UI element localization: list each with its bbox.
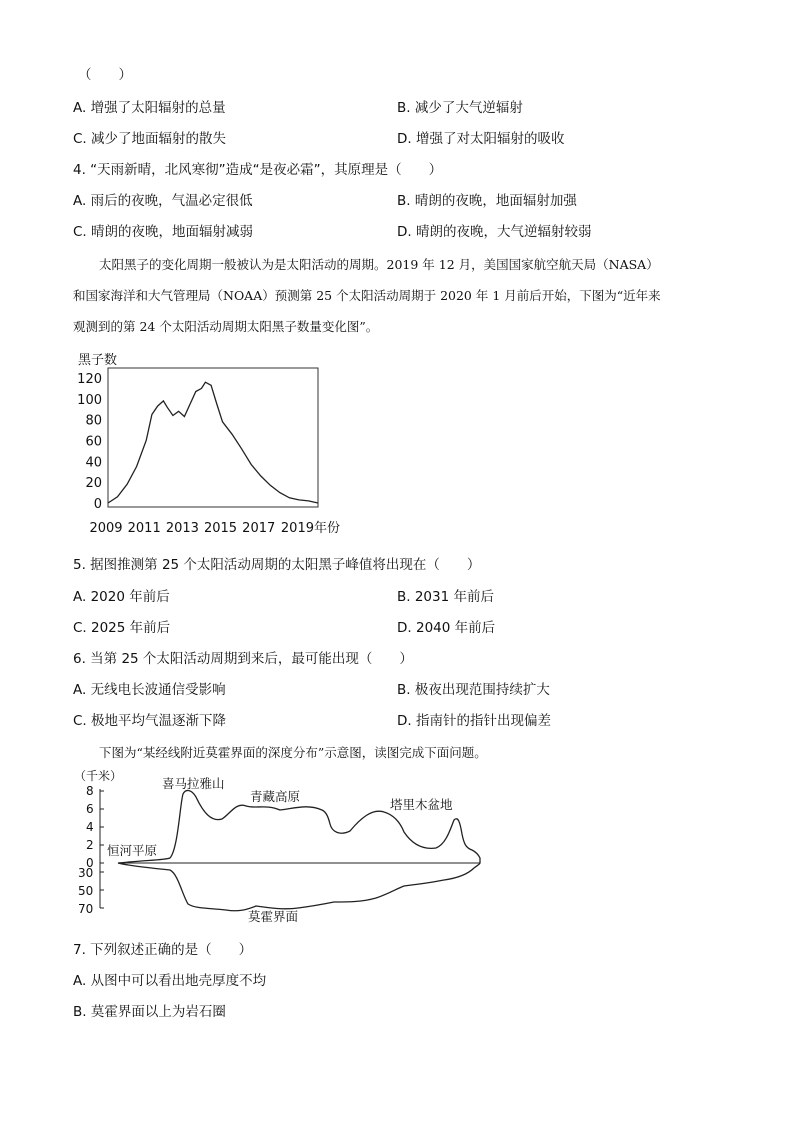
x-tick-label: 2017: [242, 521, 276, 536]
q4-option-c: C. 晴朗的夜晚，地面辐射减弱: [73, 224, 254, 240]
label-moho: 莫霍界面: [248, 909, 299, 924]
q5-option-c: C. 2025 年前后: [73, 620, 171, 636]
x-tick-label: 2011: [127, 521, 161, 536]
q6-option-a: A. 无线电长波通信受影响: [73, 682, 226, 698]
y-tick-label: 80: [85, 413, 102, 429]
diagram-up-ticks: [86, 784, 104, 870]
chart-y-ticks: [77, 372, 102, 512]
q4-option-b: B. 晴朗的夜晚，地面辐射加强: [397, 193, 577, 209]
q6-option-c: C. 极地平均气温逐渐下降: [73, 713, 227, 729]
passage1-line-3: 观测到的第 24 个太阳活动周期太阳黑子数量变化图”。: [73, 319, 379, 334]
label-tarim: 塔里木盆地: [390, 797, 453, 812]
up-tick-4: 4: [86, 820, 94, 834]
label-himalaya: 喜马拉雅山: [162, 776, 225, 791]
up-tick-6: 6: [86, 802, 94, 816]
q6-option-b: B. 极夜出现范围持续扩大: [397, 682, 550, 698]
x-tick-label: 2013: [165, 521, 199, 536]
q3-option-b: B. 减少了大气逆辐射: [397, 100, 523, 116]
up-tick-2: 2: [86, 838, 94, 852]
q4-option-d: D. 晴朗的夜晚，大气逆辐射较弱: [397, 224, 592, 240]
x-tick-label: 2019年份: [280, 521, 341, 536]
y-tick-label: 0: [93, 497, 102, 512]
passage1-line-2: 和国家海洋和大气管理局（NOAA）预测第 25 个太阳活动周期于 2020 年 1 月前后开始，下图为“近年来: [73, 288, 661, 303]
label-ganges: 恒河平原: [107, 843, 158, 858]
chart-ylabel: 黑子数: [78, 353, 118, 368]
q7-option-a: A. 从图中可以看出地壳厚度不均: [73, 973, 267, 989]
q4-stem: 4. “天雨新晴，北风寒彻”造成“是夜必霜”，其原理是（ ）: [73, 162, 443, 178]
chart-frame: [108, 368, 318, 507]
moho-boundary-line: [118, 863, 480, 911]
y-tick-label: 20: [85, 476, 102, 492]
q4-option-a: A. 雨后的夜晚，气温必定很低: [73, 193, 253, 209]
q3-stem-tail: （ ）: [78, 67, 132, 83]
q5-option-a: A. 2020 年前后: [73, 589, 170, 605]
y-tick-label: 40: [85, 455, 102, 471]
q7-option-b: B. 莫霍界面以上为岩石圈: [73, 1004, 226, 1020]
chart-x-ticks: [89, 520, 340, 536]
down-tick-30: 30: [78, 866, 94, 880]
y-tick-label: 60: [85, 434, 102, 450]
x-tick-label: 2009: [89, 521, 123, 536]
moho-diagram: [70, 764, 490, 930]
diagram-unit: （千米）: [74, 769, 123, 783]
q5-stem: 5. 据图推测第 25 个太阳活动周期的太阳黑子峰值将出现在（ ）: [73, 557, 481, 573]
passage1-line-1: 太阳黑子的变化周期一般被认为是太阳活动的周期。2019 年 12 月，美国国家航空航天局（NASA）: [99, 257, 659, 272]
label-qinghai-tibet: 青藏高原: [250, 789, 301, 804]
q5-option-d: D. 2040 年前后: [397, 620, 496, 636]
q6-stem: 6. 当第 25 个太阳活动周期到来后，最可能出现（ ）: [73, 651, 413, 667]
up-tick-8: 8: [86, 784, 94, 798]
q3-option-a: A. 增强了太阳辐射的总量: [73, 100, 226, 116]
down-tick-50: 50: [78, 884, 94, 898]
q7-stem: 7. 下列叙述正确的是（ ）: [73, 942, 253, 958]
up-tick-0: 0: [86, 856, 94, 870]
q5-option-b: B. 2031 年前后: [397, 589, 494, 605]
x-tick-label: 2015: [203, 521, 238, 536]
q6-option-d: D. 指南针的指针出现偏差: [397, 713, 551, 729]
q3-option-d: D. 增强了对太阳辐射的吸收: [397, 131, 565, 147]
y-tick-label: 120: [77, 372, 102, 387]
down-tick-70: 70: [78, 902, 94, 916]
y-tick-label: 100: [77, 392, 102, 408]
passage2: 下图为“某经线附近莫霍界面的深度分布”示意图，读图完成下面问题。: [99, 745, 487, 760]
sunspot-series-line: [108, 382, 318, 503]
q3-option-c: C. 减少了地面辐射的散失: [73, 131, 227, 147]
sunspot-chart: [70, 348, 360, 538]
